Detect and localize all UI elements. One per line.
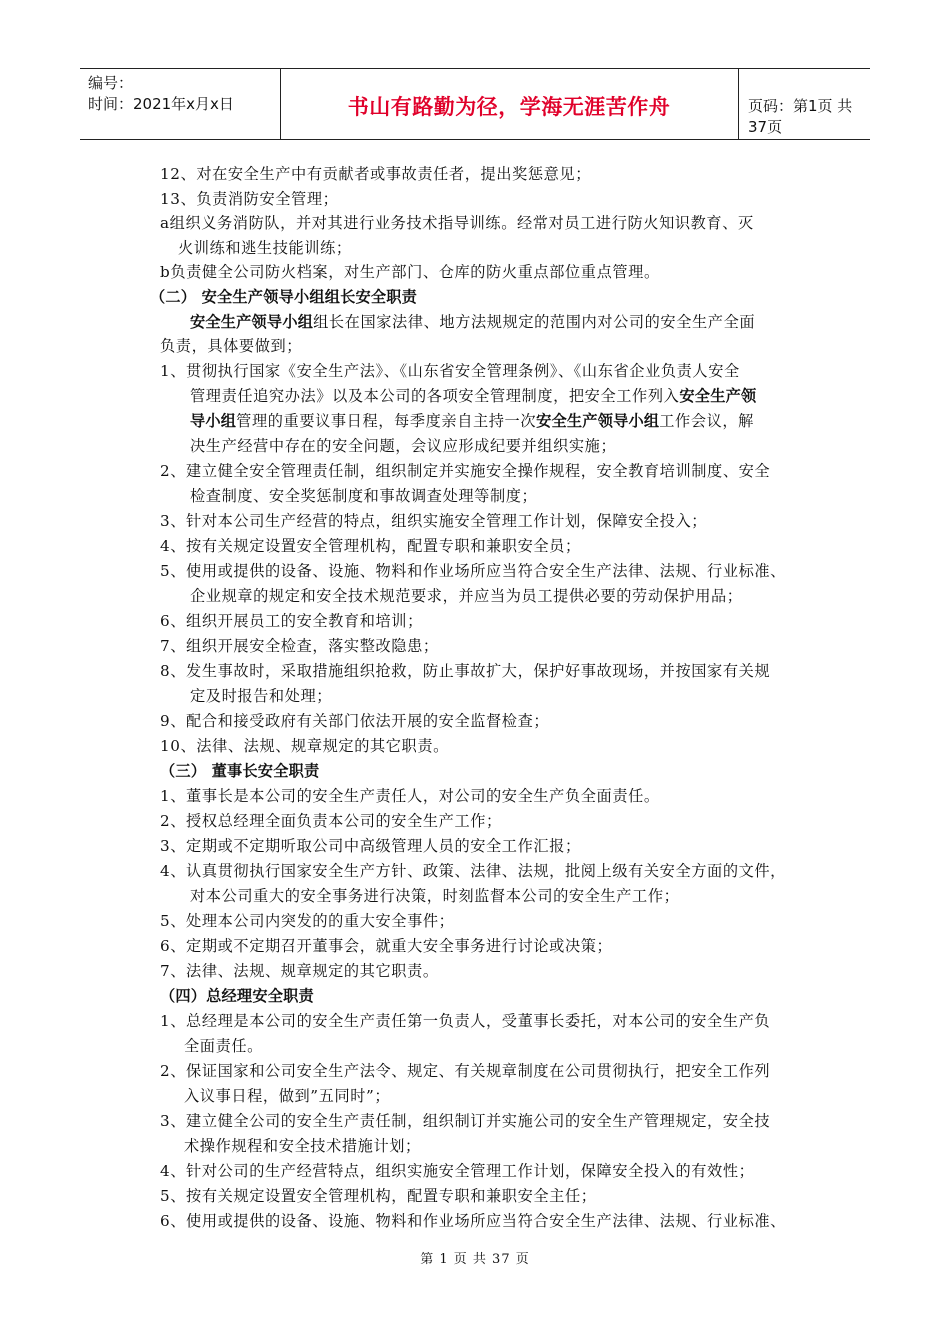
text-line: 5、处理本公司内突发的的重大安全事件； xyxy=(160,912,455,930)
text-line: 决生产经营中存在的安全问题，会议应形成纪要并组织实施； xyxy=(190,437,617,455)
text-line: 6、定期或不定期召开董事会，就重大安全事务进行讨论或决策； xyxy=(160,937,613,955)
text-line: 6、组织开展员工的安全教育和培训； xyxy=(160,612,423,630)
text-line: 火训练和逃生技能训练； xyxy=(178,239,352,257)
text-line: 4、按有关规定设置安全管理机构，配置专职和兼职安全员； xyxy=(160,537,581,555)
text-line: 3、针对本公司生产经营的特点，组织实施安全管理工作计划，保障安全投入； xyxy=(160,512,708,530)
text-line: 4、针对公司的生产经营特点，组织实施安全管理工作计划，保障安全投入的有效性； xyxy=(160,1162,755,1180)
text-line: 入议事日程，做到”五同时”； xyxy=(184,1087,391,1105)
text-line: 9、配合和接受政府有关部门依法开展的安全监督检查； xyxy=(160,712,550,730)
text-span: 管理的重要议事日程，每季度亲自主持一次 xyxy=(236,412,537,430)
text-line: 全面责任。 xyxy=(184,1037,263,1055)
text-line xyxy=(190,411,754,431)
text-line: 负责，具体要做到； xyxy=(160,337,303,355)
document-header xyxy=(80,68,870,140)
bold-term: 安全生产领 xyxy=(679,387,757,405)
text-line: 1、董事长是本公司的安全生产责任人，对公司的安全生产负全面责任。 xyxy=(160,787,660,805)
bold-term: 导小组 xyxy=(190,412,237,430)
number-label: 编号： xyxy=(88,74,134,92)
text-line: 7、法律、法规、规章规定的其它职责。 xyxy=(160,962,439,980)
section-heading: （四）总经理安全职责 xyxy=(160,987,314,1005)
bold-term: 安全生产领导小组 xyxy=(190,313,314,331)
text-line: 10、法律、法规、规章规定的其它职责。 xyxy=(160,737,449,755)
text-line: 定及时报告和处理； xyxy=(190,687,333,705)
text-span: 工作会议，解 xyxy=(659,412,754,430)
header-motto: 书山有路勤为径，学海无涯苦作舟 xyxy=(347,95,671,119)
text-line xyxy=(190,386,756,406)
text-line: 对本公司重大的安全事务进行决策，时刻监督本公司的安全生产工作； xyxy=(190,887,680,905)
section-heading: （三） 董事长安全职责 xyxy=(160,762,320,780)
text-line: 2、授权总经理全面负责本公司的安全生产工作； xyxy=(160,812,502,830)
text-line: 企业规章的规定和安全技术规范要求，并应当为员工提供必要的劳动保护用品； xyxy=(190,587,743,605)
text-line: 2、保证国家和公司安全生产法令、规定、有关规章制度在公司贯彻执行，把安全工作列 xyxy=(160,1062,771,1080)
text-line: 8、发生事故时，采取措施组织抢救，防止事故扩大，保护好事故现场，并按国家有关规 xyxy=(160,662,771,680)
text-span: 管理责任追究办法》以及本公司的各项安全管理制度，把安全工作列入 xyxy=(190,387,680,405)
header-divider xyxy=(738,69,739,139)
text-line: 1、贯彻执行国家《安全生产法》、《山东省安全管理条例》、《山东省企业负责人安全 xyxy=(160,362,740,380)
text-line: 12、对在安全生产中有贡献者或事故责任者，提出奖惩意见； xyxy=(160,165,592,183)
text-line xyxy=(190,312,755,332)
text-line: 3、定期或不定期听取公司中高级管理人员的安全工作汇报； xyxy=(160,837,581,855)
header-meta xyxy=(88,73,234,115)
header-page-code: 页码：第1页 共37页 xyxy=(748,97,853,136)
text-line: 6、使用或提供的设备、设施、物料和作业场所应当符合安全生产法律、法规、行业标准、 xyxy=(160,1212,786,1230)
text-line: 5、按有关规定设置安全管理机构，配置专职和兼职安全主任； xyxy=(160,1187,597,1205)
text-line: 5、使用或提供的设备、设施、物料和作业场所应当符合安全生产法律、法规、行业标准、 xyxy=(160,562,786,580)
text-line: 13、负责消防安全管理； xyxy=(160,190,339,208)
bold-term: 安全生产领导小组 xyxy=(536,412,660,430)
text-line: 3、建立健全公司的安全生产责任制，组织制订并实施公司的安全生产管理规定，安全技 xyxy=(160,1112,771,1130)
page-footer: 第 1 页 共 37 页 xyxy=(420,1252,530,1267)
time-label: 时间：2021年x月x日 xyxy=(88,95,234,113)
section-heading: （二） 安全生产领导小组组长安全职责 xyxy=(150,288,418,306)
text-line: 1、总经理是本公司的安全生产责任第一负责人，受董事长委托，对本公司的安全生产负 xyxy=(160,1012,771,1030)
text-line: 7、组织开展安全检查，落实整改隐患； xyxy=(160,637,439,655)
text-line: 2、建立健全安全管理责任制，组织制定并实施安全操作规程，安全教育培训制度、安全 xyxy=(160,462,771,480)
text-line: a组织义务消防队，并对其进行业务技术指导训练。经常对员工进行防火知识教育、灭 xyxy=(160,214,754,232)
text-line: b负责健全公司防火档案，对生产部门、仓库的防火重点部位重点管理。 xyxy=(160,263,660,281)
text-span: 组长在国家法律、地方法规规定的范围内对公司的安全生产全面 xyxy=(313,313,756,331)
text-line: 4、认真贯彻执行国家安全生产方针、政策、法律、法规，批阅上级有关安全方面的文件， xyxy=(160,862,786,880)
text-line: 检查制度、安全奖惩制度和事故调查处理等制度； xyxy=(190,487,538,505)
text-line: 术操作规程和安全技术措施计划； xyxy=(184,1137,421,1155)
